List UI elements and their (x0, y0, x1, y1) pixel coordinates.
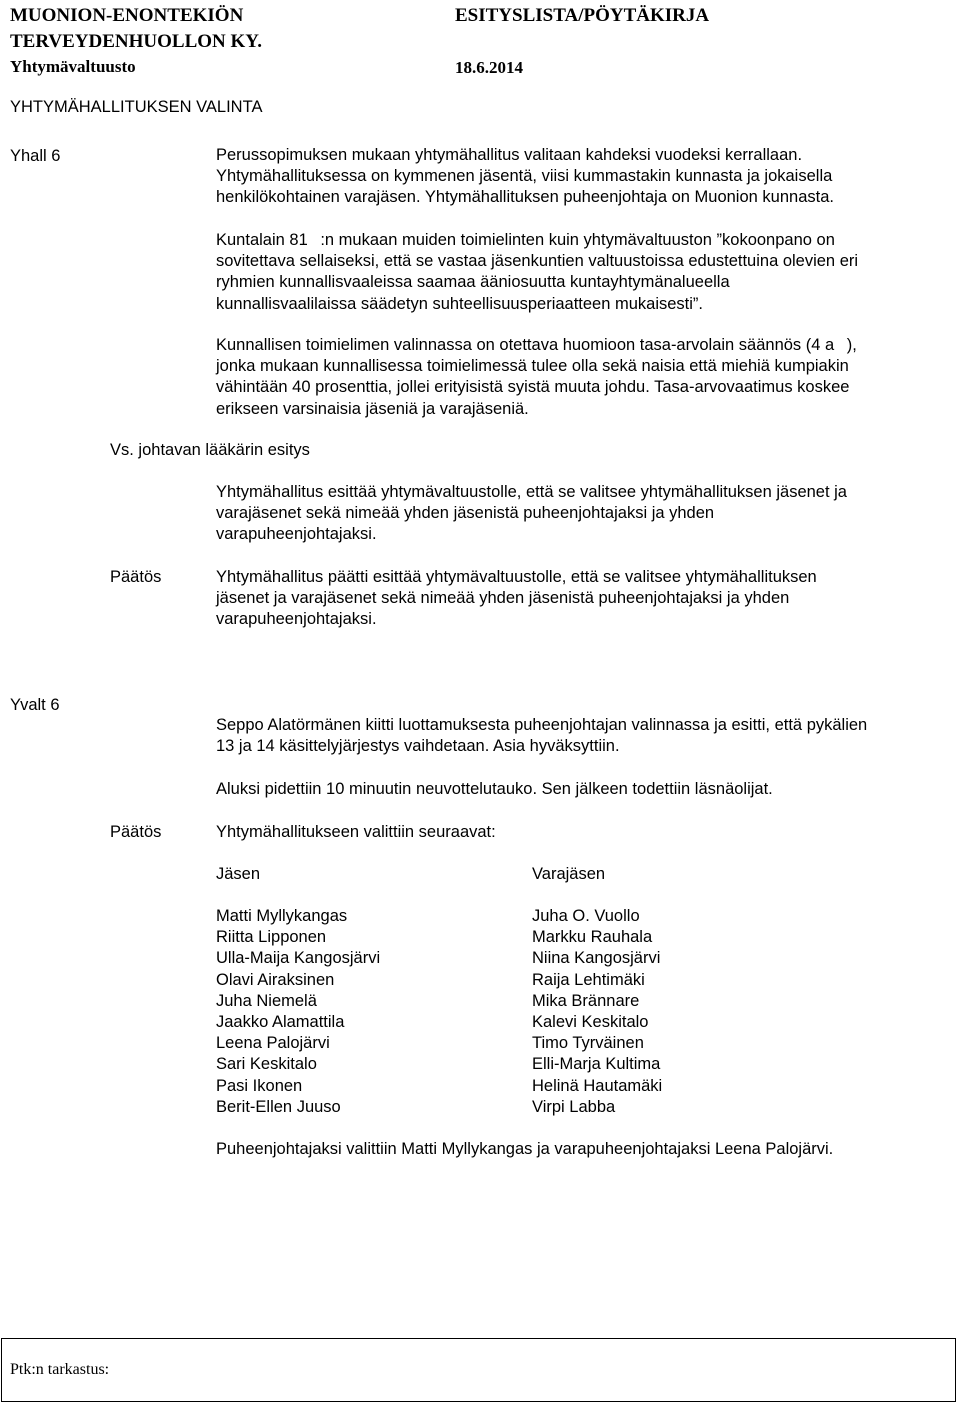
decision-text: Yhtymähallitukseen valittiin seuraavat: (216, 823, 496, 841)
list-item: Helinä Hautamäki (532, 1076, 663, 1095)
decision-paragraph: Yhtymähallitus päätti esittää yhtymävaltuustolle, että se valitsee yhtymähallituksen jäsenet ja varajäsenet sekä nimeää yhden jäsenistä puheenjohtajaksi ja yhden varapuheenjohtajaksi. (216, 568, 817, 629)
section-id-yhall (10, 145, 82, 167)
section-sign-icon (74, 145, 82, 163)
intro-paragraph: Perussopimuksen mukaan yhtymähallitus valitaan kahdeksi vuodeksi kerrallaan. Yhtymähallituksessa on kymmenen jäsentä, viisi kummastakin kunnasta ja jokaisella henkilökohtainen varajäsen. Yhtymähallituksen puheenjohtaja on Muonion kunnasta. (216, 146, 834, 207)
list-item: Juha Niemelä (216, 991, 317, 1010)
member-list (216, 906, 380, 1118)
section-id-text: Yhall 6 (10, 147, 61, 165)
deputy-column-header: Varajäsen (532, 865, 606, 883)
chair-election-text: Puheenjohtajaksi valittiin Matti Myllykangas ja varapuheenjohtajaksi Leena Palojärvi. (216, 1140, 834, 1158)
municipal-law-paragraph: Kuntalain 81 :n mukaan muiden toimielinten kuin yhtymävaltuuston ”kokoonpano on sovitettava sellaiseksi, että se vastaa jäsenkuntien valtuustoissa edustettuina olevien eri ryhmien kunnallisvaaleissa saamaa ääniosuutta kuntayhtymänalueella kunnallisvaalilaissa säädetyn suhteellisuusperiaatteen mukaisesti”. (216, 231, 859, 313)
chair-intro-paragraph: Seppo Alatörmänen kiitti luottamuksesta puheenjohtajan valinnassa ja esitti, että pykälien 13 ja 14 käsittelyjärjestys vaihdetaan. Asia hyväksyttiin. (216, 716, 868, 756)
document-type: ESITYSLISTA/PÖYTÄKIRJA (455, 5, 710, 26)
list-item: Elli-Marja Kultima (532, 1055, 661, 1074)
decision-label: Päätös (110, 823, 162, 841)
minutes-check-box (1, 1338, 956, 1402)
proposal-paragraph: Yhtymähallitus esittää yhtymävaltuustolle, että se valitsee yhtymähallituksen jäsenet ja varajäsenet sekä nimeää yhden jäsenistä puheenjohtajaksi ja yhden varapuheenjohtajaksi. (216, 483, 847, 544)
section-sign-icon (312, 229, 320, 247)
list-item: Raija Lehtimäki (532, 970, 645, 989)
list-item: Riitta Lipponen (216, 928, 327, 947)
list-item: Olavi Airaksinen (216, 970, 335, 989)
organization-name-line1: MUONION-ENONTEKIÖN (10, 5, 244, 26)
deputy-list (532, 906, 662, 1118)
list-item: Sari Keskitalo (216, 1055, 317, 1074)
list-item: Ulla-Maija Kangosjärvi (216, 949, 381, 968)
list-item: Kalevi Keskitalo (532, 1012, 649, 1031)
list-item: Markku Rauhala (532, 928, 653, 947)
organ-name: Yhtymävaltuusto (10, 57, 136, 76)
list-item: Virpi Labba (532, 1097, 616, 1116)
list-item: Pasi Ikonen (216, 1076, 303, 1095)
section-sign-icon (74, 694, 82, 712)
list-item: Leena Palojärvi (216, 1034, 330, 1053)
list-item: Matti Myllykangas (216, 907, 348, 925)
list-item: Mika Brännare (532, 991, 640, 1010)
section-sign-icon (839, 334, 847, 352)
member-column-header: Jäsen (216, 865, 261, 883)
list-item: Berit-Ellen Juuso (216, 1097, 341, 1116)
minutes-check-label: Ptk:n tarkastus: (10, 1361, 110, 1378)
section-id-yvalt (10, 694, 82, 716)
section-id-text: Yvalt 6 (10, 696, 60, 714)
organization-name-line2: TERVEYDENHUOLLON KY. (10, 31, 263, 52)
list-item: Timo Tyrväinen (532, 1034, 644, 1053)
list-item: Jaakko Alamattila (216, 1012, 345, 1031)
proposal-label: Vs. johtavan lääkärin esitys (110, 441, 310, 459)
list-item: Juha O. Vuollo (532, 907, 640, 925)
list-item: Niina Kangosjärvi (532, 949, 661, 968)
page-title: YHTYMÄHALLITUKSEN VALINTA (10, 98, 263, 116)
decision-label: Päätös (110, 568, 162, 586)
meeting-date: 18.6.2014 (455, 58, 523, 77)
equality-paragraph: Kunnallisen toimielimen valinnassa on otettava huomioon tasa-arvolain säännös (4 a ), jonka mukaan kunnallisessa toimielimessä tulee olla sekä naisia että miehiä kumpiakin vähintään 40 prosenttia, jollei erityisistä syistä muuta johdu. Tasa-arvovaatimus koskee erikseen varsinaisia jäseniä ja varajäseniä. (216, 336, 857, 418)
pause-paragraph: Aluksi pidettiin 10 minuutin neuvottelutauko. Sen jälkeen todettiin läsnäolijat. (216, 780, 773, 798)
